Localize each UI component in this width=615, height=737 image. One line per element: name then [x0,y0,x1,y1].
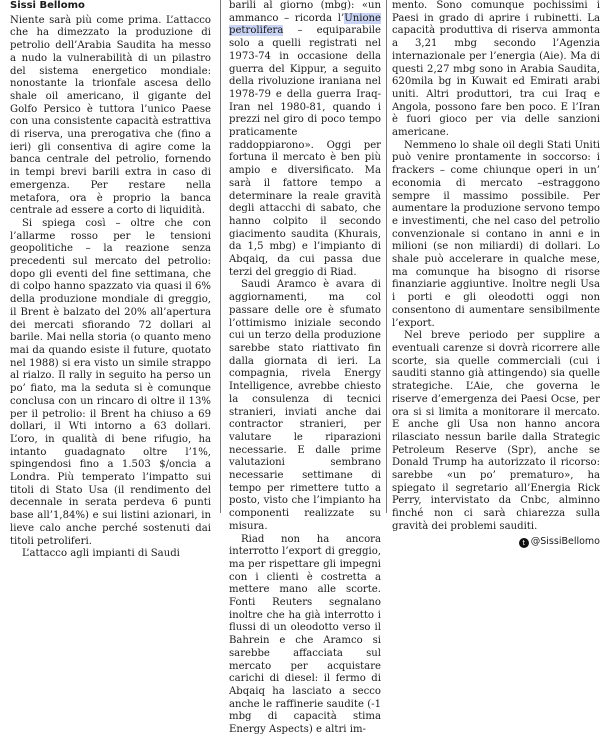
paragraph: Riad non ha ancora interrotto l’export di greggio, ma per rispettare gli impegni con i clienti è costretta a mettere mano alle scorte. Fonti Reuters segnalano inoltre che ha già interrotto i flussi di un oleodotto verso il Bahrein e che Aramco si sarebbe affacciata sul mercato per acquistare carichi di diesel: il fermo di Abqaiq ha lasciato a secco anche le raffinerie saudite (-1 mbg di capacità stima Energy Aspects) e altri im- [229,533,381,736]
paragraph-text: barili al giorno (mbg): «un ammanco – ricorda l’ [229,0,381,24]
author-byline: Sissi Bellomo [10,0,85,11]
paragraph: Niente sarà più come prima. L’attacco che ha dimezzato la produzione di petrolio dell’Arabia Saudita ha messo a nudo la vulnerabilità di un pilastro del sistema energetico mondiale: nonostante la trionfale ascesa dello shale oil americano, il gigante del Golfo Persico è tuttora l’unico Paese con una consistente capacità estrattiva di riserva, una prerogativa che (fino a ieri) gli consentiva di agire come la banca centrale del petrolio, fornendo in tempi brevi barili extra in caso di emergenza. Per restare nella metafora, ora è proprio la banca centrale ad essere a corto di liquidità. [10,14,211,217]
column-divider [220,0,221,513]
paragraph: Si spiega così – oltre che con l’allarme rosso per le tensioni geopolitiche – la reazione senza precedenti sul mercato del petrolio: dopo gli eventi del fine settimana, che di colpo hanno spazzato via quasi il 6% della produzione mondiale di greggio, il Brent è balzato del 20% all’apertura dei mercati sfiorando 72 dollari al barile. Mai nella storia (o quanto meno mai da quando esiste il future, quotato nel 1988) si era visto un simile strappo al rialzo. Il rally in seguito ha perso un po’ fiato, ma la seduta si è comunque conclusa con un rincaro di oltre il 13% per il petrolio: il Brent ha chiuso a 69 dollari, il Wti intorno a 63 dollari. L’oro, in qualità di bene rifugio, ha intanto guadagnato oltre l’1%, spingendosi fino a 1.503 $/oncia a Londra. Più temperato l’impatto sui titoli di Stato Usa (il rendimento del decennale in serata perdeva 6 punti base all’1,84%) e sui listini azionari, in lieve calo anche perché sostenuti dai titoli petroliferi. [10,217,211,547]
paragraph: Saudi Aramco è avara di aggiornamenti, ma col passare delle ore è sfumato l’ottimismo iniziale secondo cui un terzo della produzione sarebbe stato riattivato fin dalla giornata di ieri. La compagnia, rivela Energy Intelligence, avrebbe chiesto la consulenza di tecnici stranieri, inviati anche dai contractor stranieri, per valutare le riparazioni necessarie. E dalle prime valutazioni sembrano necessarie settimane di tempo per rimettere tutto a posto, visto che l’impianto ha componenti realizzate su misura. [229,279,381,532]
paragraph: L’attacco agli impianti di Saudi [22,548,180,560]
paragraph: Nemmeno lo shale oil degli Stati Uniti può venire prontamente in soccorso: i frackers – come chiunque operi in un’ economia di mercato –estraggono sempre il massimo possibile. Per aumentare la produzione servono tempo e investimenti, che nel caso del petrolio convenzionale si contano in anni e in milioni (se non miliardi) di dollari. Lo shale può accelerare in qualche mese, ma comunque ha bisogno di risorse finanziarie aggiuntive. Inoltre negli Usa i porti e gli oleodotti oggi non consentono di aumentare sensibilmente l’export. [392,139,600,329]
column-divider [386,0,387,513]
paragraph: mento. Sono comunque pochissimi i Paesi in grado di aprire i rubinetti. La capacità produttiva di riserva ammonta a 3,21 mbg secondo l’Agenzia internazionale per l’energia (Aie). Ma di questi 2,27 mbg sono in Arabia Saudita, 620mila bg in Kuwait ed Emirati arabi uniti. Altri produttori, tra cui Iraq e Angola, possono fare ben poco. E l’Iran è fuori gioco per via delle sanzioni americane. [392,0,600,139]
article-column-1 [10,0,211,561]
paragraph-text: – equiparabile solo a quelli registrati nel 1973-74 in occasione della guerra del Kippur, a seguito della rivoluzione iraniana nel 1978-79 e della guerra Iraq-Iran nel 1980-81, quando i prezzi nel giro di poco tempo praticamente raddoppiarono». Oggi per fortuna il mercato è ben più ampio e diversificato. Ma sarà il fattore tempo a determinare la reale gravità degli attacchi di sabato, che hanno colpito il secondo giacimento saudita (Khurais, da 1,5 mbg) e l’impianto di Abqaiq, da cui passa due terzi del greggio di Riad. [229,25,381,278]
article-column-3 [392,0,600,548]
twitter-icon: t [519,538,529,548]
highlighted-text[interactable]: Unione petrolifera [229,12,381,37]
paragraph [229,0,381,279]
author-handle [392,536,600,549]
paragraph: Nel breve periodo per supplire a eventuali carenze si dovrà ricorrere alle scorte, sia quelle commerciali (cui i sauditi stanno già attingendo) sia quelle strategiche. L’Aie, che governa le riserve d’emergenza dei Paesi Ocse, per ora si si limita a monitorare il mercato. E anche gli Usa non hanno ancora rilasciato nessun barile dalla Strategic Petroleum Reserve (Spr), anche se Donald Trump ha autorizzato il ricorso: sarebbe «un po’ prematuro», ha spiegato il segretario all’Energia Rick Perry, intervistato da Cnbc, alminno finché non ci sarà chiarezza sulla gravità dei problemi sauditi. [392,330,600,532]
author-handle-text: @SissiBellomo [530,535,600,547]
article-column-2 [229,0,381,737]
